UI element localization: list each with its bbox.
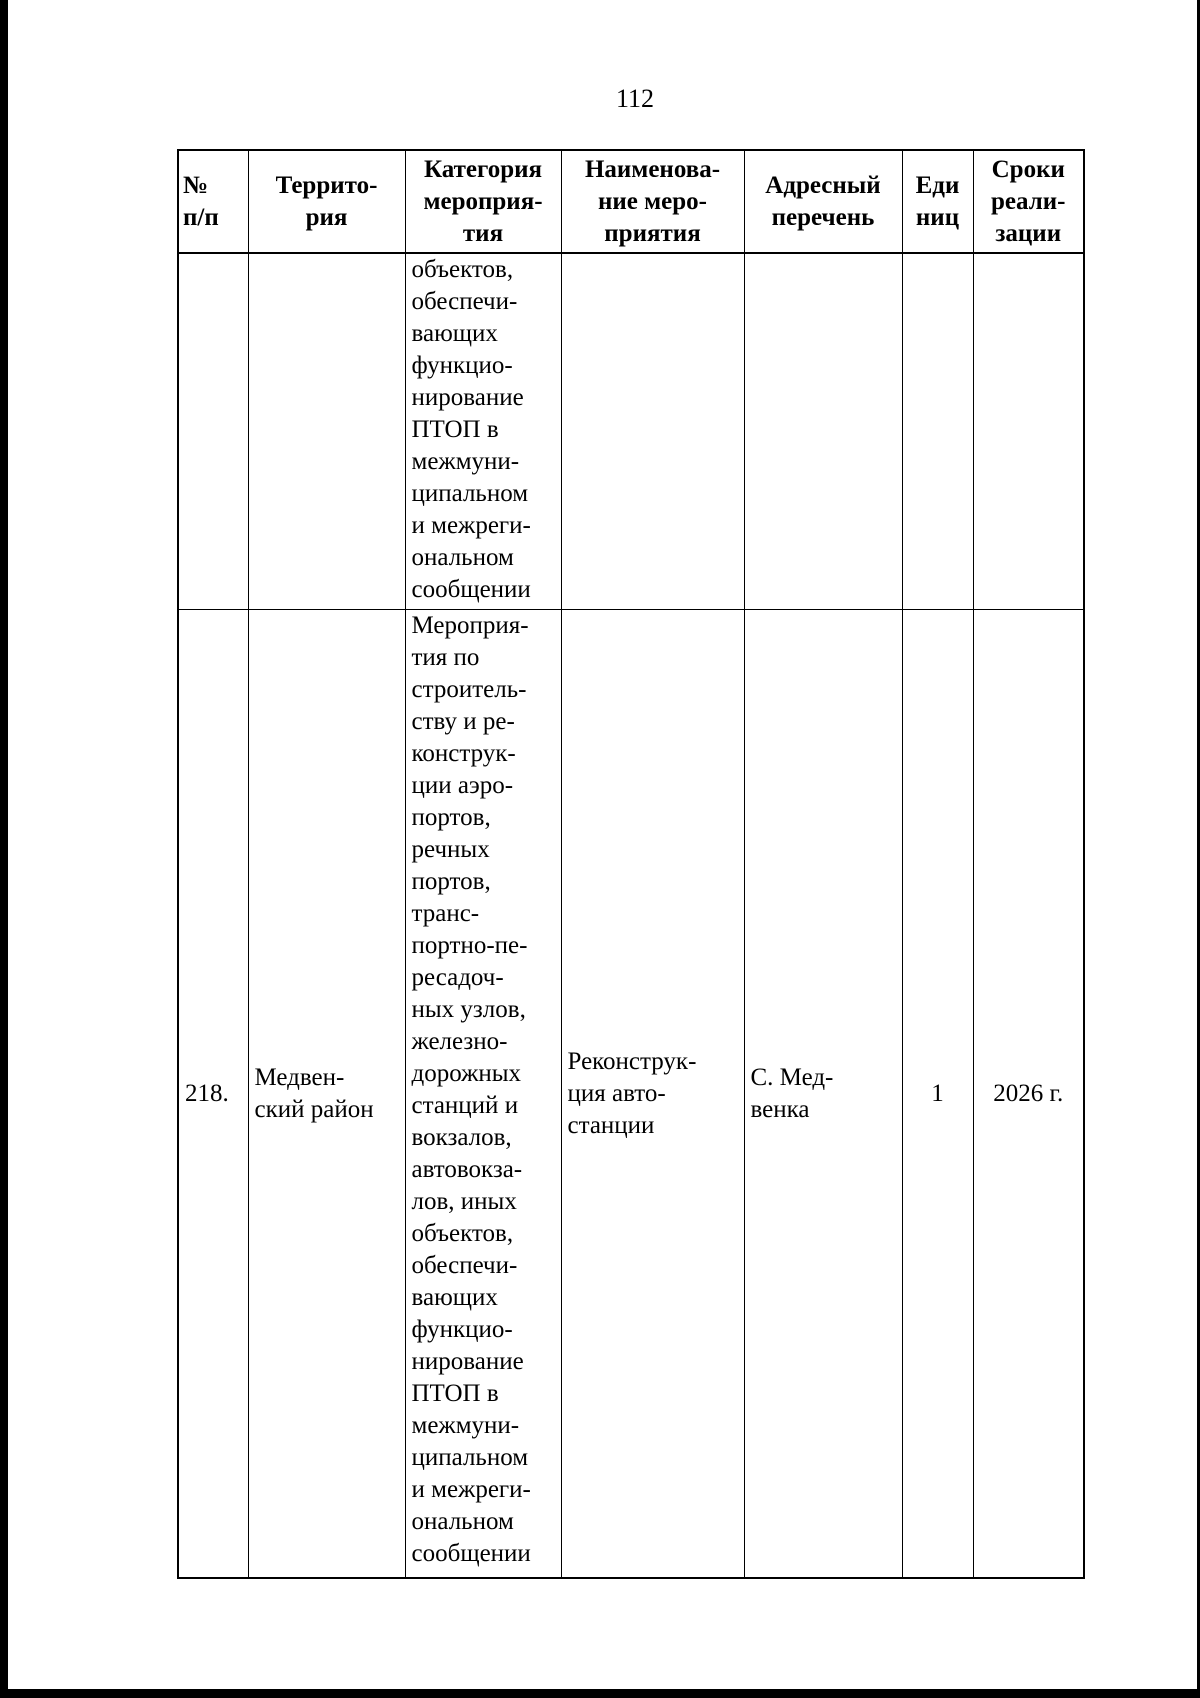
cell-text-line: автовокза- bbox=[411, 1156, 523, 1183]
cell-text-line: ципальном bbox=[411, 1444, 529, 1471]
header-activity-name: Наименова- ние меро- приятия bbox=[561, 150, 744, 253]
cell-text-line: ципальном bbox=[411, 480, 529, 507]
activities-table-wrapper bbox=[177, 149, 1085, 1579]
cell-territory-empty bbox=[248, 253, 405, 610]
table-row bbox=[178, 610, 1084, 1579]
cell-text-line: Мероприя- bbox=[411, 612, 529, 639]
cell-text-line: Реконструк- bbox=[567, 1047, 697, 1075]
cell-text-line: ция авто- bbox=[567, 1079, 666, 1107]
cell-text-line: сообщении bbox=[411, 1540, 531, 1567]
cell-text-line: ональном bbox=[411, 544, 514, 571]
cell-address-empty bbox=[744, 253, 902, 610]
cell-text-line: функцио- bbox=[411, 1316, 513, 1343]
cell-text-line: ству и ре- bbox=[411, 708, 515, 735]
cell-text-line: портов, bbox=[411, 804, 491, 831]
header-territory: Террито- рия bbox=[248, 150, 405, 253]
cell-units: 1 bbox=[902, 610, 973, 1579]
header-number: № п/п bbox=[178, 150, 248, 253]
cell-text-line: лов, иных bbox=[411, 1188, 517, 1215]
cell-text-line: ональном bbox=[411, 1508, 514, 1535]
cell-units-empty bbox=[902, 253, 973, 610]
cell-category bbox=[405, 610, 561, 1579]
cell-text-line: железно- bbox=[411, 1028, 508, 1055]
cell-address bbox=[744, 610, 902, 1579]
cell-text-line: и межреги- bbox=[411, 1476, 531, 1503]
cell-category-continued bbox=[405, 253, 561, 610]
cell-text-line: дорожных bbox=[411, 1060, 522, 1087]
page-number: 112 bbox=[615, 84, 655, 113]
cell-activity-name-empty bbox=[561, 253, 744, 610]
cell-text-line: станций и bbox=[411, 1092, 519, 1119]
cell-text-line: сообщении bbox=[411, 576, 531, 603]
cell-text-line: тия по bbox=[411, 644, 480, 671]
cell-text-line: обеспечи- bbox=[411, 288, 518, 315]
cell-text-line: ПТОП в bbox=[411, 416, 499, 443]
cell-text-line: венка bbox=[750, 1095, 810, 1123]
cell-text-line: ции аэро- bbox=[411, 772, 514, 799]
header-category: Категория мероприя- тия bbox=[405, 150, 561, 253]
activities-table bbox=[177, 149, 1085, 1579]
cell-text-line: портно-пе- bbox=[411, 932, 528, 959]
cell-text-line: функцио- bbox=[411, 352, 513, 379]
cell-text-line: ных узлов, bbox=[411, 996, 526, 1023]
header-units: Еди ниц bbox=[902, 150, 973, 253]
cell-text-line: вокзалов, bbox=[411, 1124, 512, 1151]
cell-text-line: межмуни- bbox=[411, 1412, 520, 1439]
cell-text-line: С. Мед- bbox=[750, 1063, 834, 1091]
cell-number-empty bbox=[178, 253, 248, 610]
cell-text-line: и межреги- bbox=[411, 512, 531, 539]
scan-edge-left bbox=[0, 0, 8, 1698]
table-header-row bbox=[178, 150, 1084, 253]
cell-text-line: речных bbox=[411, 836, 490, 863]
cell-text-line: строитель- bbox=[411, 676, 527, 703]
table-row-continued bbox=[178, 253, 1084, 610]
cell-text-line: вающих bbox=[411, 320, 498, 347]
cell-text-line: объектов, bbox=[411, 256, 514, 283]
cell-text-line: станции bbox=[567, 1111, 655, 1139]
cell-number: 218. bbox=[178, 610, 248, 1579]
cell-text-line: вающих bbox=[411, 1284, 498, 1311]
cell-activity-name bbox=[561, 610, 744, 1579]
cell-text-line: портов, bbox=[411, 868, 491, 895]
cell-text-line: межмуни- bbox=[411, 448, 520, 475]
cell-territory bbox=[248, 610, 405, 1579]
cell-text-line: обеспечи- bbox=[411, 1252, 518, 1279]
cell-text-line: ресадоч- bbox=[411, 964, 504, 991]
cell-timeline: 2026 г. bbox=[973, 610, 1084, 1579]
header-timeline: Сроки реали- зации bbox=[973, 150, 1084, 253]
cell-text-line: конструк- bbox=[411, 740, 516, 767]
cell-text-line: объектов, bbox=[411, 1220, 514, 1247]
header-address-list: Адресный перечень bbox=[744, 150, 902, 253]
cell-text-line: Медвен- bbox=[254, 1063, 345, 1091]
scan-edge-bottom bbox=[0, 1689, 1200, 1698]
cell-text-line: ПТОП в bbox=[411, 1380, 499, 1407]
cell-text-line: ский район bbox=[254, 1095, 374, 1123]
cell-timeline-empty bbox=[973, 253, 1084, 610]
cell-text-line: нирование bbox=[411, 384, 524, 411]
cell-text-line: нирование bbox=[411, 1348, 524, 1375]
cell-text-line: транс- bbox=[411, 900, 480, 927]
